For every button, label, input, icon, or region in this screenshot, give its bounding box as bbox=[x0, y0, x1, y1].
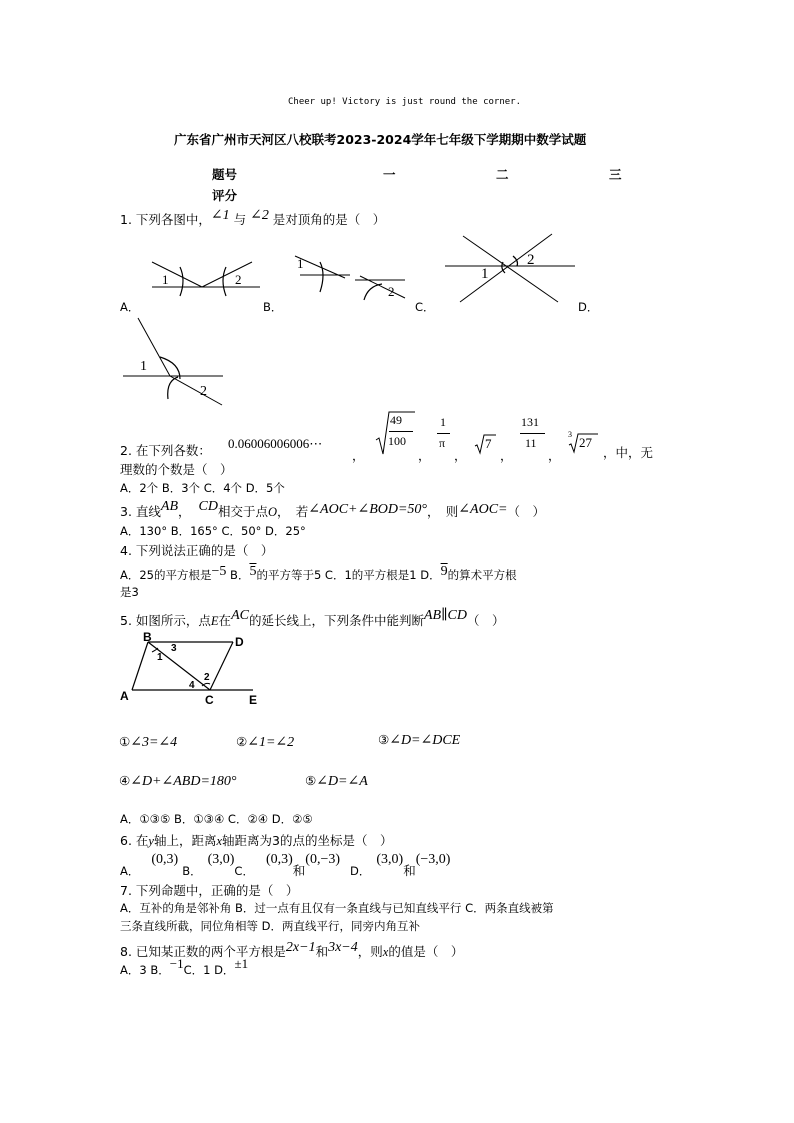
svg-text:3: 3 bbox=[171, 643, 177, 654]
svg-text:1: 1 bbox=[297, 256, 304, 271]
q7-options-line2: 三条直线所截，同位角相等 D．两直线平行，同旁内角互补 bbox=[120, 919, 421, 933]
svg-text:E: E bbox=[249, 693, 258, 707]
score-table-header-label: 题号 bbox=[212, 167, 238, 182]
question-7-stem: 7. 下列命题中，正确的是（ ） bbox=[120, 883, 299, 898]
score-table-col-1: 一 bbox=[383, 167, 396, 182]
motto: Cheer up! Victory is just round the corner. bbox=[288, 97, 521, 107]
q4-options[interactable]: A．25的平方根是−5 B．5的平方等于5 C．1的平方根是1 D．9的算术平方根 bbox=[120, 564, 517, 582]
q5-condition-3: ③∠D=∠DCE bbox=[378, 732, 461, 748]
q2-fraction-131-11: 131 11 bbox=[520, 415, 546, 455]
q1-option-b[interactable]: B． bbox=[263, 300, 283, 314]
q1-figure-a bbox=[140, 240, 285, 300]
q2-number-repeating: 0.06006006006⋯ bbox=[228, 436, 323, 451]
svg-text:D: D bbox=[235, 635, 244, 649]
q1-option-c[interactable]: C． bbox=[415, 300, 435, 314]
q1-option-d[interactable]: D． bbox=[578, 300, 599, 314]
q7-options[interactable]: A．互补的角是邻补角 B．过一点有且仅有一条直线与已知直线平行 C．两条直线被第 bbox=[120, 901, 554, 915]
q2-stem-tail: ，中，无 bbox=[603, 445, 654, 460]
q2-sqrt-fraction: 49 100 bbox=[375, 410, 415, 456]
q5-condition-1: ①∠3=∠4 bbox=[119, 734, 178, 750]
q5-options[interactable]: A．①③⑤ B．①③④ C．②④ D．②⑤ bbox=[120, 812, 313, 826]
svg-text:2: 2 bbox=[388, 284, 395, 299]
question-5-stem: 5. 如图所示，点E在AC的延长线上，下列条件中能判断AB∥CD（ ） bbox=[120, 608, 505, 628]
svg-text:1: 1 bbox=[157, 652, 163, 663]
question-6-stem: 6. 在y轴上，距离x轴距离为3的点的坐标是（ ） bbox=[120, 833, 393, 848]
q1-option-a[interactable]: A． bbox=[120, 300, 140, 314]
q5-condition-5: ⑤∠D=∠A bbox=[305, 773, 368, 789]
q2-sqrt-7: 7 bbox=[474, 433, 498, 455]
q8-options[interactable]: A．3 B．−1C．1 D．±1 bbox=[120, 956, 249, 977]
q3-options[interactable]: A．130° B．165° C．50° D．25° bbox=[120, 524, 306, 538]
q1a-label-2: 2 bbox=[235, 272, 242, 287]
q2-cube-root-27: 3 27 bbox=[568, 432, 600, 454]
q1-figure-b bbox=[290, 248, 415, 303]
svg-text:4: 4 bbox=[189, 680, 195, 691]
svg-text:1: 1 bbox=[140, 359, 147, 374]
q5-condition-4: ④∠D+∠ABD=180° bbox=[119, 773, 237, 789]
q5-figure bbox=[118, 630, 268, 708]
q2-reciprocal-pi: 1 π bbox=[437, 415, 451, 455]
score-table-score-label: 评分 bbox=[212, 188, 238, 203]
question-3-stem: 3. 直线AB， CD相交于点O， 若∠AOC+∠BOD=50°， 则∠AOC=（ ） bbox=[120, 499, 545, 519]
svg-text:2: 2 bbox=[204, 672, 210, 683]
question-8-stem: 8. 已知某正数的两个平方根是2x−1和3x−4，则x的值是（ ） bbox=[120, 940, 464, 959]
q2-stem-line2: 理数的个数是（ ） bbox=[120, 462, 233, 477]
svg-text:1: 1 bbox=[481, 266, 489, 282]
question-4-stem: 4. 下列说法正确的是（ ） bbox=[120, 543, 274, 558]
svg-text:B: B bbox=[143, 630, 152, 644]
question-1-stem: 1. 下列各图中，∠1 与 ∠2 是对顶角的是（ ） bbox=[120, 208, 386, 227]
page-title: 广东省广州市天河区八校联考2023-2024学年七年级下学期期中数学试题 bbox=[174, 132, 587, 147]
q1-figure-c bbox=[445, 232, 580, 304]
svg-text:2: 2 bbox=[200, 384, 207, 399]
q2-options[interactable]: A．2个 B．3个 C．4个 D．5个 bbox=[120, 481, 285, 495]
q6-options[interactable]: $_{A.}(0,3)_{B.}(3,0)_{C.}(0,3)_和(0,-3)_{D.}(3,0)_和(-3,0)$ bbox=[120, 852, 451, 878]
q1a-label-1: 1 bbox=[162, 272, 169, 287]
score-table-col-2: 二 bbox=[496, 167, 509, 182]
svg-text:A: A bbox=[120, 689, 129, 703]
q1-figure-d bbox=[118, 313, 228, 408]
q4-options-line2: 是3 bbox=[120, 585, 139, 599]
question-2-stem: 2. 在下列各数： bbox=[120, 443, 211, 458]
q5-condition-2: ②∠1=∠2 bbox=[236, 734, 295, 750]
score-table-col-3: 三 bbox=[609, 167, 622, 182]
svg-text:C: C bbox=[205, 693, 214, 707]
svg-text:2: 2 bbox=[527, 252, 535, 268]
